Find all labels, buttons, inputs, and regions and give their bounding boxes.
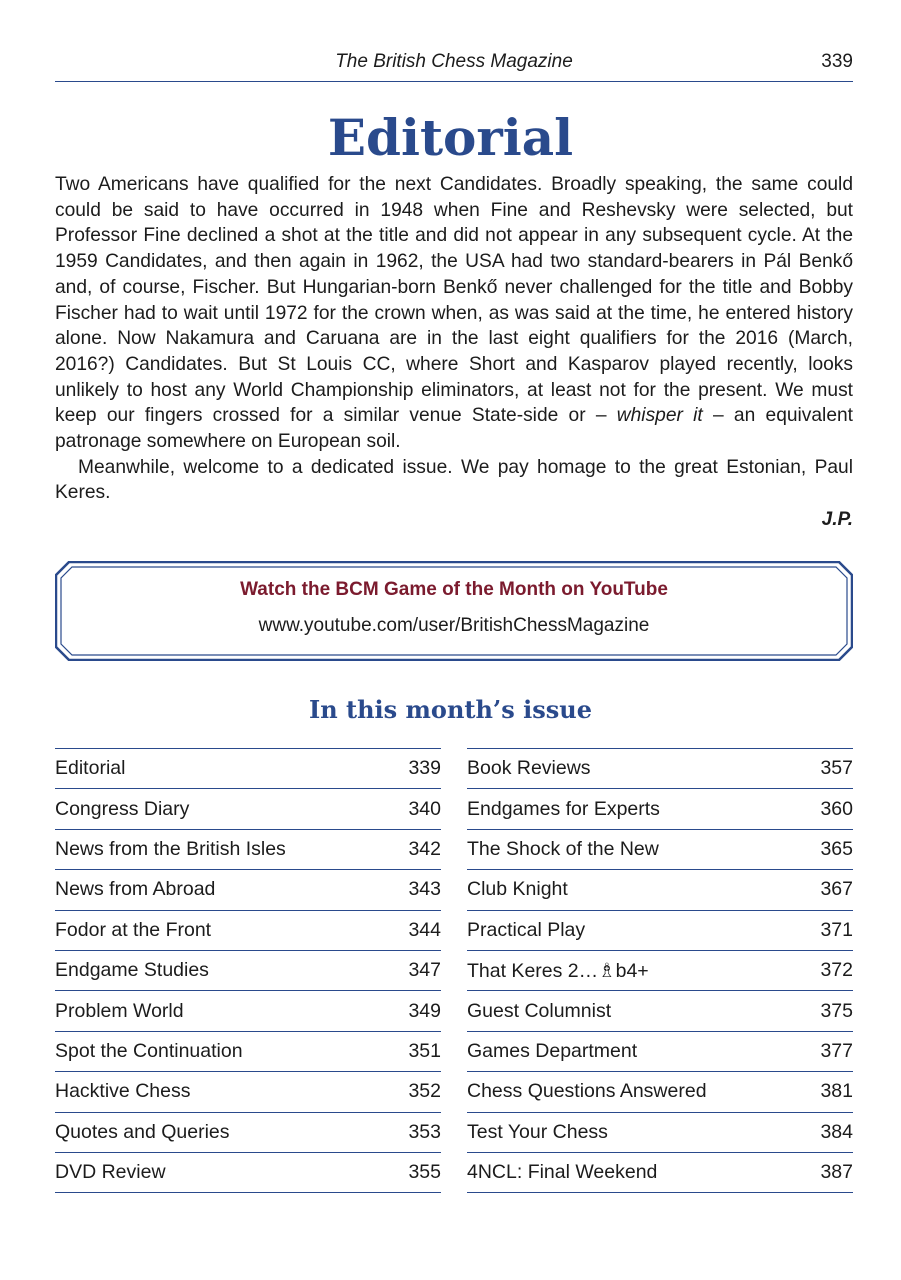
paragraph-text: – an equivalent patronage somewhere on European soil. — [55, 405, 853, 453]
editorial-paragraph-2: Meanwhile, welcome to a dedicated issue. We pay homage to the great Estonian, Paul Keres. — [55, 456, 853, 504]
contents-title: Spot the Continuation — [55, 1039, 243, 1062]
contents-title: Hacktive Chess — [55, 1080, 191, 1103]
contents-row[interactable] — [55, 830, 441, 870]
contents-page: 352 — [408, 1080, 441, 1103]
contents-page: 344 — [408, 918, 441, 941]
paragraph-text: Two Americans have qualified for the next Candidates. Broadly speaking, the same could could be said to have occurred in 1948 when Fine and Reshevsky were selected, but Professor Fine declined a shot at the title and did not appear in any subsequent cycle. At the 1959 Candidates, and then again in 1962, the USA had two standard-bearers in Pál Benkő and, of course, Fischer. But Hungarian-born Benkő never challenged for the title and Bobby Fischer had to wait until 1972 for the crown when, as was said at the time, he entered history alone. Now Nakamura and Caruana are in the last eight qualifiers for the 2016 (March, 2016?) Candidates. But St Louis CC, where Short and Kasparov played recently, looks unlikely to host any World Championship eliminators, at least not for the present. We must keep our fingers crossed for a similar venue State-side or – — [55, 174, 853, 427]
contents-page: 384 — [820, 1120, 853, 1143]
contents-page: 360 — [820, 797, 853, 820]
contents-page: 357 — [820, 757, 853, 780]
contents-title: Test Your Chess — [467, 1120, 608, 1143]
contents-row[interactable] — [55, 789, 441, 829]
contents-title: DVD Review — [55, 1161, 166, 1184]
contents-right-column — [467, 748, 853, 1193]
contents-title: Editorial — [55, 757, 126, 780]
contents-page: 365 — [820, 837, 853, 860]
contents-left-column — [55, 748, 441, 1193]
contents-title: 4NCL: Final Weekend — [467, 1161, 658, 1184]
contents-page: 340 — [408, 797, 441, 820]
contents-row[interactable] — [467, 1113, 853, 1153]
contents-page: 381 — [820, 1080, 853, 1103]
contents-row[interactable] — [55, 1113, 441, 1153]
contents-title: News from the British Isles — [55, 837, 286, 860]
contents-page: 339 — [408, 757, 441, 780]
page-number: 339 — [821, 51, 853, 72]
contents-page: 351 — [408, 1039, 441, 1062]
promo-box-frame — [55, 561, 853, 661]
editorial-body — [55, 172, 853, 506]
contents-title: Endgame Studies — [55, 959, 209, 982]
contents-page: 371 — [820, 918, 853, 941]
contents-title: That Keres 2…♗b4+ — [467, 959, 649, 982]
promo-heading: Watch the BCM Game of the Month on YouTube — [240, 579, 668, 600]
contents-page: 353 — [408, 1120, 441, 1143]
contents-row[interactable] — [467, 1153, 853, 1193]
contents-row[interactable] — [467, 870, 853, 910]
contents-title: Games Department — [467, 1039, 638, 1062]
contents-page: 355 — [408, 1161, 441, 1184]
contents-title: Problem World — [55, 999, 184, 1022]
youtube-link[interactable]: www.youtube.com/user/BritishChessMagazine — [258, 615, 650, 636]
contents-page: 377 — [820, 1039, 853, 1062]
contents-title: Fodor at the Front — [55, 918, 212, 941]
contents-page: 349 — [408, 999, 441, 1022]
contents-row[interactable] — [55, 911, 441, 951]
contents-page: 372 — [820, 959, 853, 982]
paragraph-italic-text: whisper it — [616, 405, 703, 427]
publication-title: The British Chess Magazine — [335, 51, 573, 72]
contents-title: Club Knight — [467, 878, 568, 901]
running-header — [55, 47, 853, 82]
contents-row[interactable] — [467, 830, 853, 870]
contents-row[interactable] — [55, 1032, 441, 1072]
contents-row[interactable] — [55, 1072, 441, 1112]
contents-row[interactable] — [55, 991, 441, 1031]
contents-page: 342 — [408, 837, 441, 860]
contents-row[interactable] — [55, 951, 441, 991]
contents-title: News from Abroad — [55, 878, 216, 901]
contents-heading: In this month’s issue — [308, 695, 593, 724]
contents-row[interactable] — [55, 1153, 441, 1193]
contents-title: Guest Columnist — [467, 999, 612, 1022]
editorial-paragraph-1 — [55, 172, 853, 455]
contents-title: Practical Play — [467, 918, 586, 941]
contents-title: Book Reviews — [467, 757, 591, 780]
contents-title: Endgames for Experts — [467, 797, 660, 820]
contents-row[interactable] — [55, 749, 441, 789]
contents-title: The Shock of the New — [467, 837, 659, 860]
contents-page: 367 — [820, 878, 853, 901]
contents-title: Congress Diary — [55, 797, 190, 820]
contents-row[interactable] — [55, 870, 441, 910]
contents-page: 387 — [820, 1161, 853, 1184]
contents-page: 347 — [408, 959, 441, 982]
contents-row[interactable] — [467, 911, 853, 951]
editorial-signature: J.P. — [821, 509, 853, 530]
contents-row[interactable] — [467, 1032, 853, 1072]
contents-page: 375 — [820, 999, 853, 1022]
contents-row[interactable] — [467, 789, 853, 829]
contents-row[interactable] — [467, 951, 853, 991]
contents-title: Quotes and Queries — [55, 1120, 230, 1143]
youtube-promo-box — [55, 561, 853, 661]
contents-row[interactable] — [467, 749, 853, 789]
contents-page: 343 — [408, 878, 441, 901]
contents-row[interactable] — [467, 991, 853, 1031]
contents-title: Chess Questions Answered — [467, 1080, 707, 1103]
contents-row[interactable] — [467, 1072, 853, 1112]
editorial-title: Editorial — [327, 108, 574, 167]
